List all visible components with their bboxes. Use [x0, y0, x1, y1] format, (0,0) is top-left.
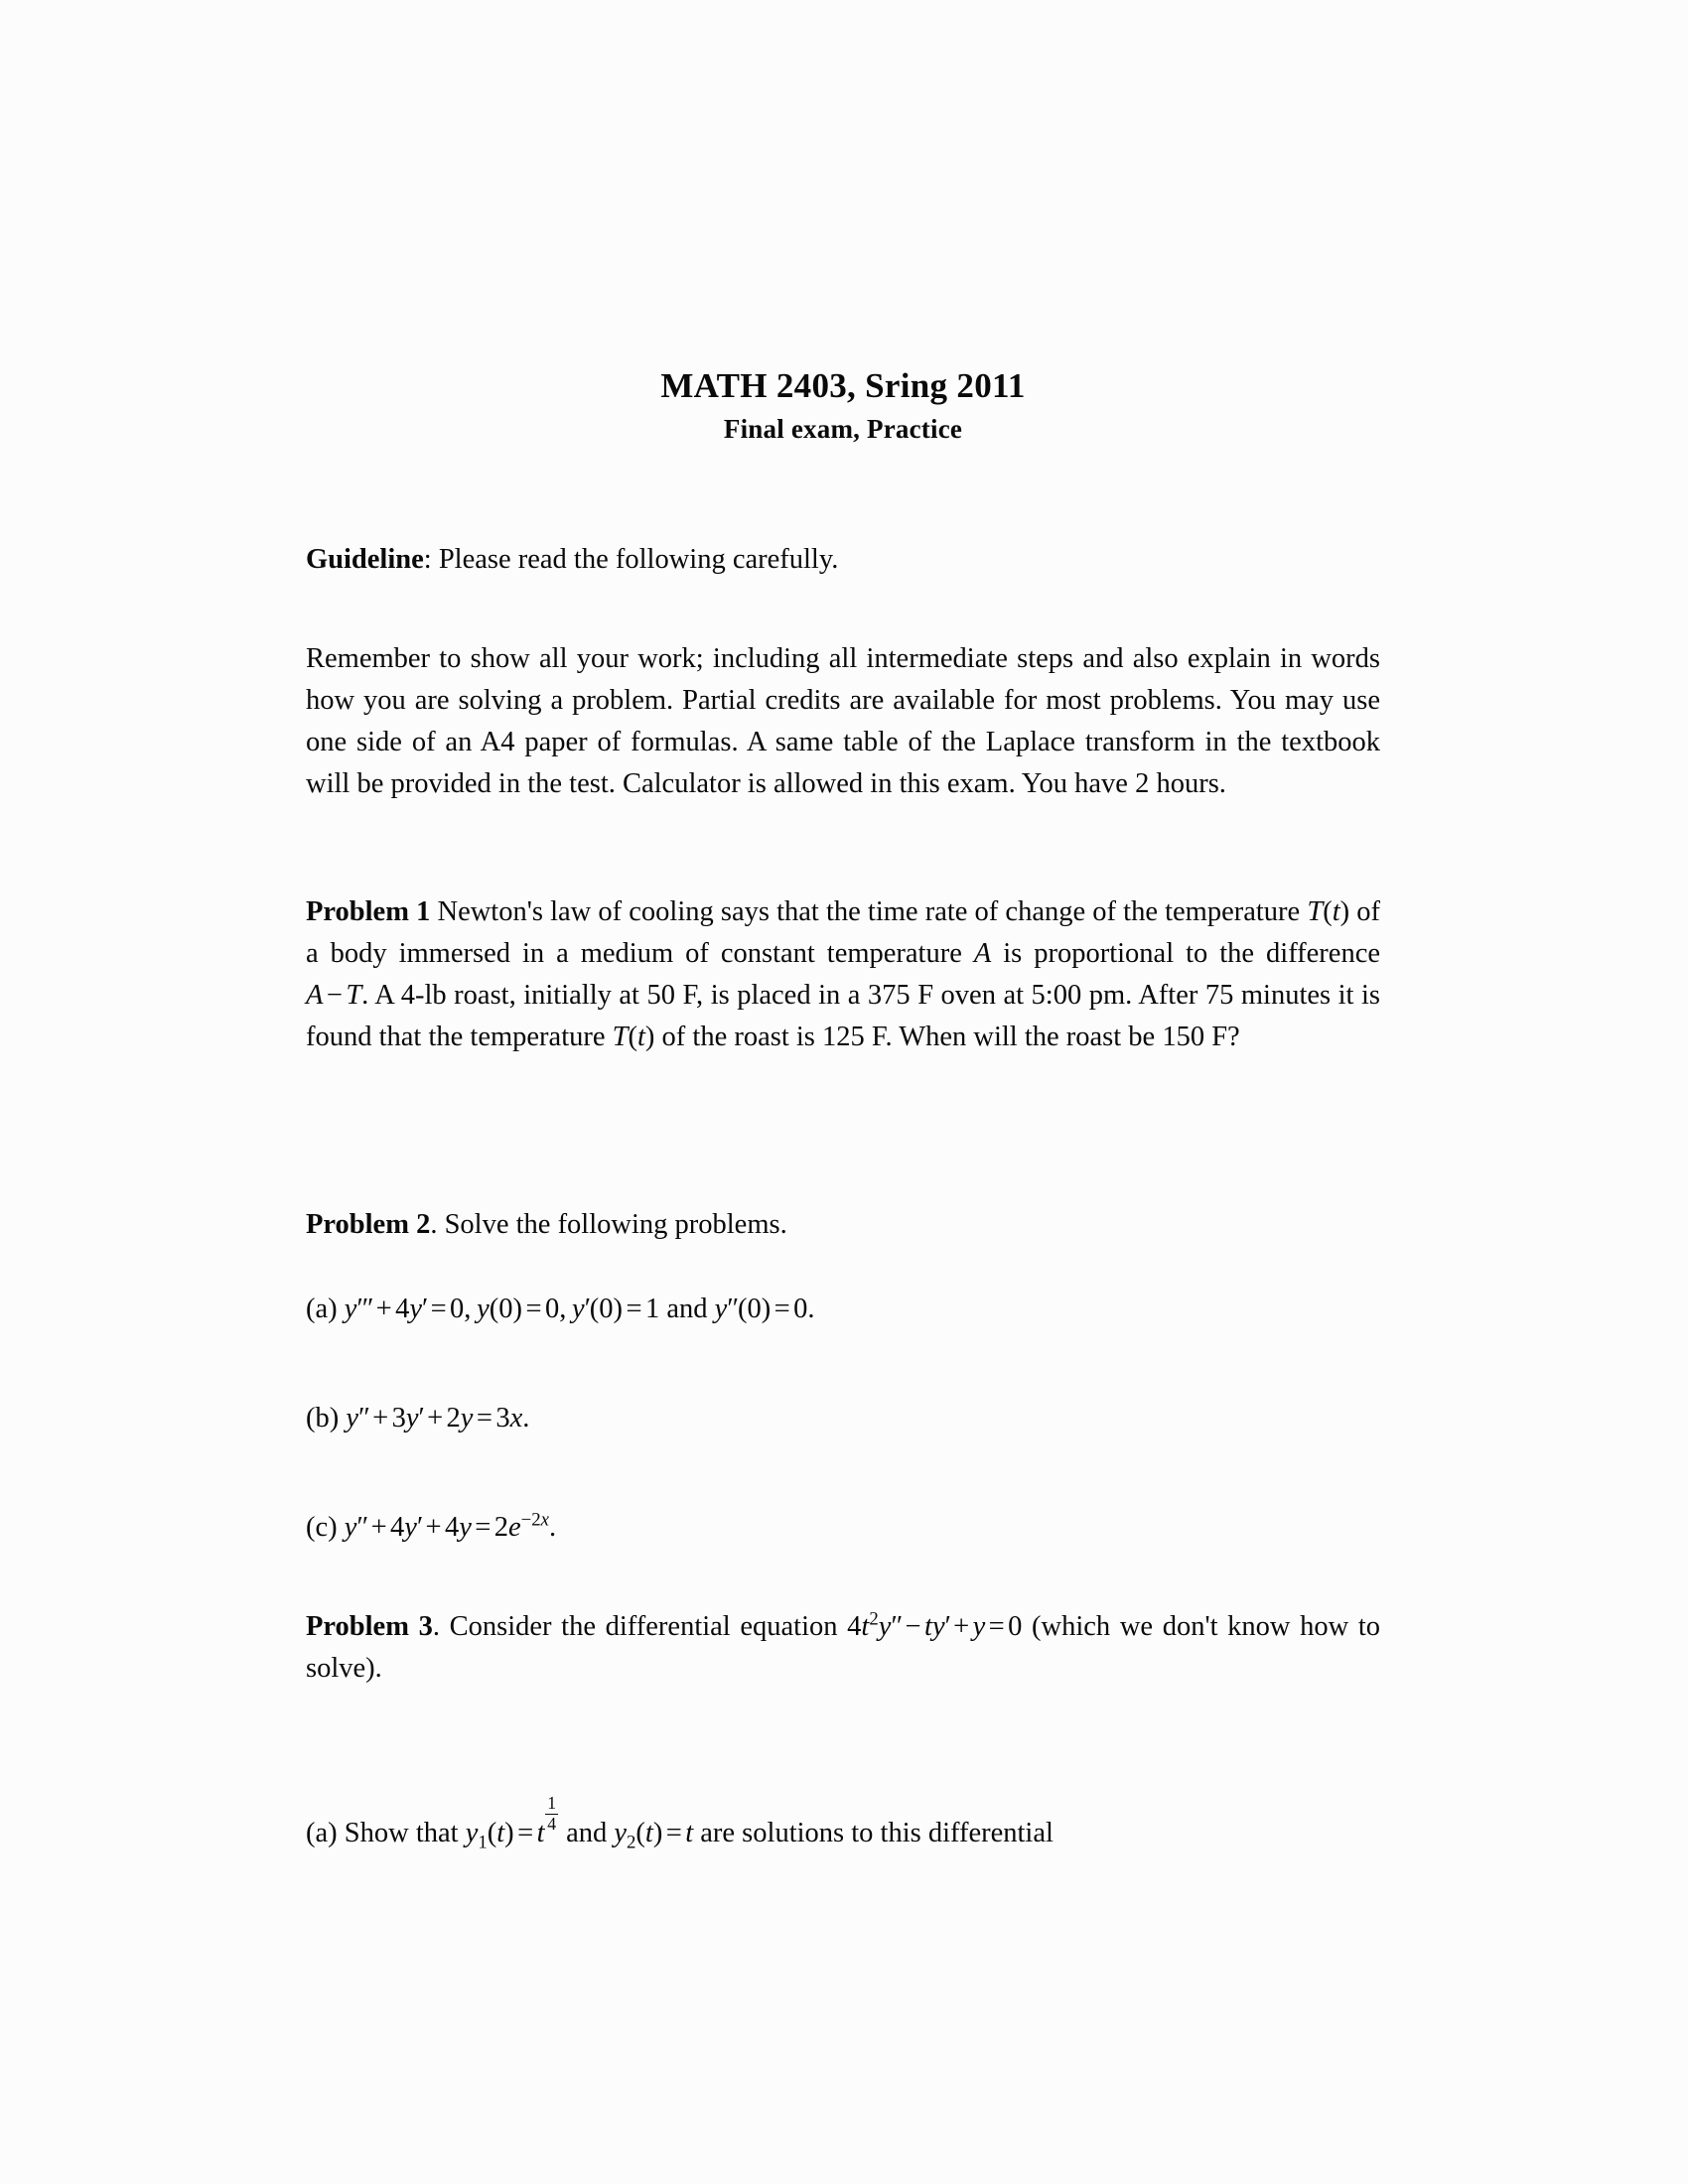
problem-1-label: Problem 1: [306, 896, 431, 927]
problem-3-equation: $4t^2y'' - ty' + y = 0$: [847, 1608, 1023, 1642]
math-T-of-t: T(t): [1307, 896, 1350, 927]
problem-1-text-5: of the roast is 125 F. When will the roast be 150 F?: [654, 1022, 1240, 1052]
title-block: [306, 365, 1380, 447]
problem-2-item-b-marker: (b): [306, 1403, 340, 1433]
problem-2-item-a-equation: y″′ + 4y′ = 0, y(0) = 0, y′(0) = 1 and y″(0) = 0.: [344, 1294, 815, 1324]
problem-3-item-a-text-2: and: [558, 1818, 615, 1849]
problem-2-item-a: [306, 1289, 1380, 1330]
math-A-minus-T: A − T: [306, 980, 362, 1011]
problem-3-item-a-marker: (a): [306, 1818, 338, 1849]
problem-2-item-c-marker: (c): [306, 1512, 338, 1543]
problem-2-item-c-equation: $y'' + 4y' + 4y = 2e^{-2x}$.: [344, 1509, 557, 1543]
problem-3-item-a-text-3: are solutions to this differential: [693, 1818, 1054, 1849]
guideline-text: Please read the following carefully.: [438, 544, 839, 575]
problem-3-item-a-text-1: Show that: [344, 1818, 466, 1849]
problem-3-label: Problem 3: [306, 1611, 433, 1642]
problem-2-header: [306, 1204, 1380, 1246]
page-title: MATH 2403, Sring 2011: [660, 366, 1026, 405]
problem-2-text: . Solve the following problems.: [430, 1209, 787, 1240]
problem-2-label: Problem 2: [306, 1209, 431, 1240]
problem-3-text-1: . Consider the differential equation: [432, 1611, 848, 1642]
math-T-of-t-2: T(t): [612, 1022, 655, 1052]
problem-2-item-b: [306, 1398, 1380, 1439]
guideline-line: [306, 539, 1380, 581]
math-y1-solution: $y_1(t) = t$ $\frac{1}{4}$: [466, 1818, 559, 1848]
math-y2-solution: $y_2(t) = t$: [614, 1818, 694, 1853]
problem-2-item-b-equation: y″ + 3y′ + 2y = 3x.: [346, 1403, 530, 1433]
problem-1-text-2: of a body immersed in a medium of constant temperature: [306, 896, 1381, 969]
problem-3: [306, 1606, 1380, 1690]
problem-1-text-3: is proportional to the difference: [991, 938, 1380, 969]
guideline-separator: :: [423, 544, 439, 575]
math-A: A: [973, 938, 992, 969]
problem-1: [306, 891, 1380, 1058]
problem-1-text-1: Newton's law of cooling says that the time rate of change of the temperature: [437, 896, 1308, 927]
problem-2-item-a-marker: (a): [306, 1294, 338, 1324]
problem-3-item-a: [306, 1793, 1380, 1854]
problem-2-item-c: [306, 1507, 1380, 1549]
guideline-label: Guideline: [306, 544, 424, 575]
intro-paragraph: Remember to show all your work; including all intermediate steps and also explain in words how you are solving a problem. Partial credits are available for most problems. You may use one side of an A4 paper of formulas. A same table of the Laplace transform in the textbook will be provided in the test. Calculator is allowed in this exam. You have 2 hours.: [306, 643, 1380, 799]
problem-3-text-2: (which we don't know how to solve).: [306, 1611, 1381, 1684]
problem-1-text-4: . A 4-lb roast, initially at 50 F, is placed in a 375 F oven at 5:00 pm. After 75 minutes it is found that the temperature: [306, 980, 1380, 1052]
page-subtitle: Final exam, Practice: [723, 414, 963, 445]
